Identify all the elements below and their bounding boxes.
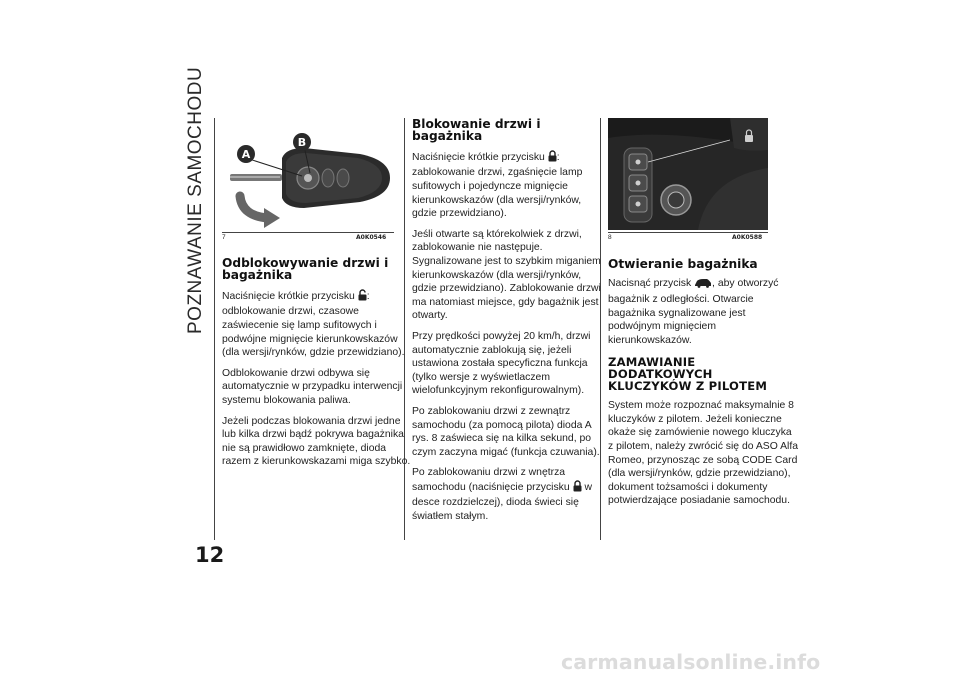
paragraph: Nacisnąć przycisk , aby otworzyć bagażnik z odległości. Otwarcie bagażnika sygnalizowane jest podwójnym mignięciem kierunkowskazów. bbox=[608, 278, 779, 346]
padlock-closed-icon bbox=[548, 150, 557, 167]
figure-7-number: 7 bbox=[222, 234, 226, 241]
column-1 bbox=[222, 257, 414, 476]
figure-8-number: 8 bbox=[608, 234, 612, 241]
figure-8-code: A0K0588 bbox=[732, 234, 763, 241]
callout-a: A bbox=[241, 148, 251, 161]
car-trunk-icon bbox=[694, 278, 712, 293]
heading-ordering-keys: ZAMAWIANIE DODATKOWYCH KLUCZYKÓW Z PILOTEM bbox=[608, 355, 768, 393]
side-section-title: POZNAWANIE SAMOCHODU bbox=[185, 66, 206, 334]
paragraph: Naciśnięcie krótkie przycisku : zablokowanie drzwi, zgaśnięcie lamp sufitowych i pojedyncze mignięcie kierunkowskazów (dla wersji/rynków, gdzie przewidziano). bbox=[412, 151, 583, 220]
figure-7-code: A0K0546 bbox=[356, 234, 387, 241]
padlock-open-icon bbox=[358, 289, 367, 306]
column-2 bbox=[412, 118, 604, 531]
callout-b: B bbox=[297, 136, 307, 149]
key-fob-illustration bbox=[222, 118, 394, 230]
paragraph: System może rozpoznać maksymalnie 8 kluczyków z pilotem. Jeżeli konieczne okaże się zamówienie nowego kluczyka z pilotem, należy zwrócić się do ASO Alfa Romeo, przynosząc ze sobą CODE Card (dla wersji/rynków, gdzie przewidziano), dokument tożsamości i dokumenty potwierdzające posiadanie samochodu. bbox=[608, 400, 798, 507]
paragraph: Przy prędkości powyżej 20 km/h, drzwi automatycznie zablokują się, jeżeli ustawiona została specyficzna funkcja (tylko wersje z wyświetlaczem wielofunkcyjnym rekonfigurowalnym). bbox=[412, 330, 591, 397]
paragraph: Po zablokowaniu drzwi z wnętrza samochodu (naciśnięcie przycisku w desce rozdzielczej), dioda świeci się światłem stałym. bbox=[412, 467, 592, 523]
dashboard-buttons-photo bbox=[608, 118, 768, 230]
figure-7-rule bbox=[222, 232, 394, 233]
watermark: carmanualsonline.info bbox=[561, 650, 821, 674]
padlock-closed-icon bbox=[573, 480, 582, 497]
paragraph: Jeśli otwarte są którekolwiek z drzwi, zablokowanie nie następuje. Sygnalizowane jest to szybkim miganiem kierunkowskazów (dla wersji/rynków, gdzie przewidziano). Zablokowanie drzwi ma natomiast miejsce, gdy bagażnik jest otwarty. bbox=[412, 228, 601, 322]
figure-8-rule bbox=[608, 232, 768, 233]
column-3 bbox=[608, 258, 798, 515]
paragraph: Naciśnięcie krótkie przycisku : odblokowanie drzwi, czasowe zaświecenie się lamp sufitowych i podwójne mignięcie kierunkowskazów (dla wersji/rynków, gdzie przewidziano). bbox=[222, 290, 405, 359]
page-number: 12 bbox=[195, 543, 225, 567]
divider-left bbox=[214, 118, 215, 540]
paragraph: Odblokowanie drzwi odbywa się automatycznie w przypadku interwencji systemu blokowania paliwa. bbox=[222, 367, 403, 406]
dashboard-drawing bbox=[608, 118, 768, 230]
heading-trunk-opening: Otwieranie bagażnika bbox=[608, 257, 758, 271]
heading-unlocking: Odblokowywanie drzwi i bagażnika bbox=[222, 256, 389, 283]
key-fob-drawing bbox=[222, 118, 394, 230]
paragraph: Jeżeli podczas blokowania drzwi jedne lub kilka drzwi bądź pokrywa bagażnika nie są prawidłowo zamknięte, dioda razem z kierunkowskazami miga szybko. bbox=[222, 415, 411, 468]
heading-locking: Blokowanie drzwi i bagażnika bbox=[412, 117, 541, 144]
paragraph: Po zablokowaniu drzwi z zewnątrz samochodu (za pomocą pilota) dioda A rys. 8 zaświeca się na kilka sekund, po czym zaczyna migać (funkcja czuwania). bbox=[412, 405, 600, 458]
